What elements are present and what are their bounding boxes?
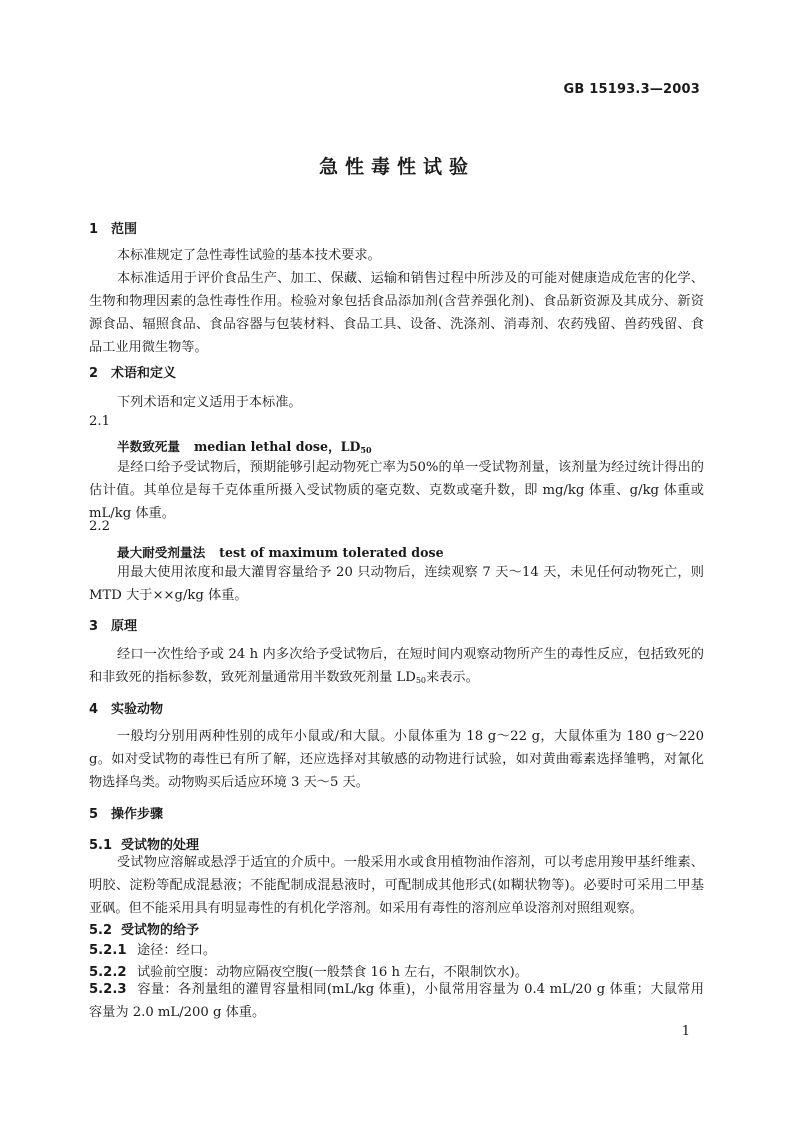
standard-number: GB 15193.3—2003 — [563, 82, 700, 97]
section-title: 原理 — [111, 619, 138, 634]
clause-text: 容量：各剂量组的灌胃容量相同(mL/kg 体重)，小鼠常用容量为 0.4 mL/20 g 体重；大鼠常用容量为 2.0 mL/200 g 体重。 — [89, 982, 704, 1020]
clause-number: 5.2.3 — [89, 982, 127, 997]
subsection-number: 5.2 — [89, 923, 113, 938]
subsection-title: 受试物的处理 — [121, 838, 200, 853]
document-title: 急性毒性试验 — [318, 156, 475, 178]
subsection-number: 5.1 — [89, 838, 113, 853]
section-number: 4 — [89, 702, 99, 717]
clause-5-2-3 — [89, 978, 704, 1024]
term-english: test of maximum tolerated dose — [219, 545, 444, 560]
section-number: 2 — [89, 366, 99, 381]
section-title: 实验动物 — [111, 702, 164, 717]
section-1-paragraph-1: 本标准规定了急性毒性试验的基本技术要求。 — [117, 248, 381, 263]
section-number: 3 — [89, 619, 99, 634]
section-title: 操作步骤 — [111, 807, 164, 822]
term-chinese: 最大耐受剂量法 — [117, 545, 206, 560]
term-2-1-title — [117, 436, 372, 455]
clause-number: 5.2.1 — [89, 943, 127, 958]
section-3-paragraph: 经口一次性给予或 24 h 内多次给予受试物后，在短时间内观察动物所产生的毒性反应，包括致死的和非致死的指标参数，致死剂量通常用半数致死剂量 $LD_{50}$来表示。 — [89, 647, 704, 685]
subsection-title: 受试物的给予 — [121, 923, 200, 938]
section-4-heading — [89, 698, 163, 717]
clause-text: 试验前空腹：动物应隔夜空腹(一般禁食 16 h 左右，不限制饮水)。 — [137, 965, 529, 980]
section-2-heading — [89, 362, 176, 381]
section-3-heading — [89, 615, 137, 634]
term-2-1-definition: 是经口给予受试物后，预期能够引起动物死亡率为50%的单一受试物剂量，该剂量为经过统计得出的估计值。其单位是每千克体重所摄入受试物质的毫克数、克数或毫升数，即 mg/kg 体重、g/kg 体重或 mL/kg 体重。 — [89, 460, 704, 521]
section-1-paragraph-2: 本标准适用于评价食品生产、加工、保藏、运输和销售过程中所涉及的可能对健康造成危害的化学、生物和物理因素的急性毒性作用。检验对象包括食品添加剂(含营养强化剂)、食品新资源及其成分、新资源食品、辐照食品、食品容器与包装材料、食品工具、设备、洗涤剂、消毒剂、农药残留、兽药残留、食品工业用微生物等。 — [89, 271, 704, 355]
term-chinese: 半数致死量 — [117, 439, 180, 454]
section-5-heading — [89, 803, 163, 822]
term-2-2-number: 2.2 — [89, 519, 110, 534]
section-title: 范围 — [111, 222, 138, 237]
section-4-paragraph: 一般均分别用两种性别的成年小鼠或/和大鼠。小鼠体重为 18 g～22 g，大鼠体重为 180 g～220 g。如对受试物的毒性已有所了解，还应选择对其敏感的动物进行试验，如对黄曲霉素选择雏鸭，对氰化物选择鸟类。动物购买后适应环境 3 天～5 天。 — [89, 729, 704, 790]
subsection-5-2-heading — [89, 919, 199, 938]
section-2-intro: 下列术语和定义适用于本标准。 — [117, 395, 302, 410]
term-2-2-definition: 用最大使用浓度和最大灌胃容量给予 20 只动物后，连续观察 7 天～14 天，未见任何动物死亡，则 MTD 大于××g/kg 体重。 — [89, 565, 704, 603]
section-number: 1 — [89, 222, 99, 237]
term-english: median lethal dose，$LD_{50}$ — [193, 439, 372, 455]
page-number: 1 — [681, 1024, 690, 1039]
clause-5-2-1 — [89, 939, 216, 958]
subsection-5-1-paragraph: 受试物应溶解或悬浮于适宜的介质中。一般采用水或食用植物油作溶剂，可以考虑用羧甲基纤维素、明胶、淀粉等配成混悬液；不能配制成混悬液时，可配制成其他形式(如糊状物等)。必要时可采用二甲基亚砜。但不能采用具有明显毒性的有机化学溶剂。如采用有毒性的溶剂应单设溶剂对照组观察。 — [89, 855, 704, 916]
term-2-2-title — [117, 542, 444, 561]
section-1-heading — [89, 218, 137, 237]
section-title: 术语和定义 — [111, 366, 177, 381]
term-2-1-number: 2.1 — [89, 414, 110, 429]
section-number: 5 — [89, 807, 99, 822]
clause-text: 途径：经口。 — [137, 943, 217, 958]
clause-number: 5.2.2 — [89, 965, 127, 980]
